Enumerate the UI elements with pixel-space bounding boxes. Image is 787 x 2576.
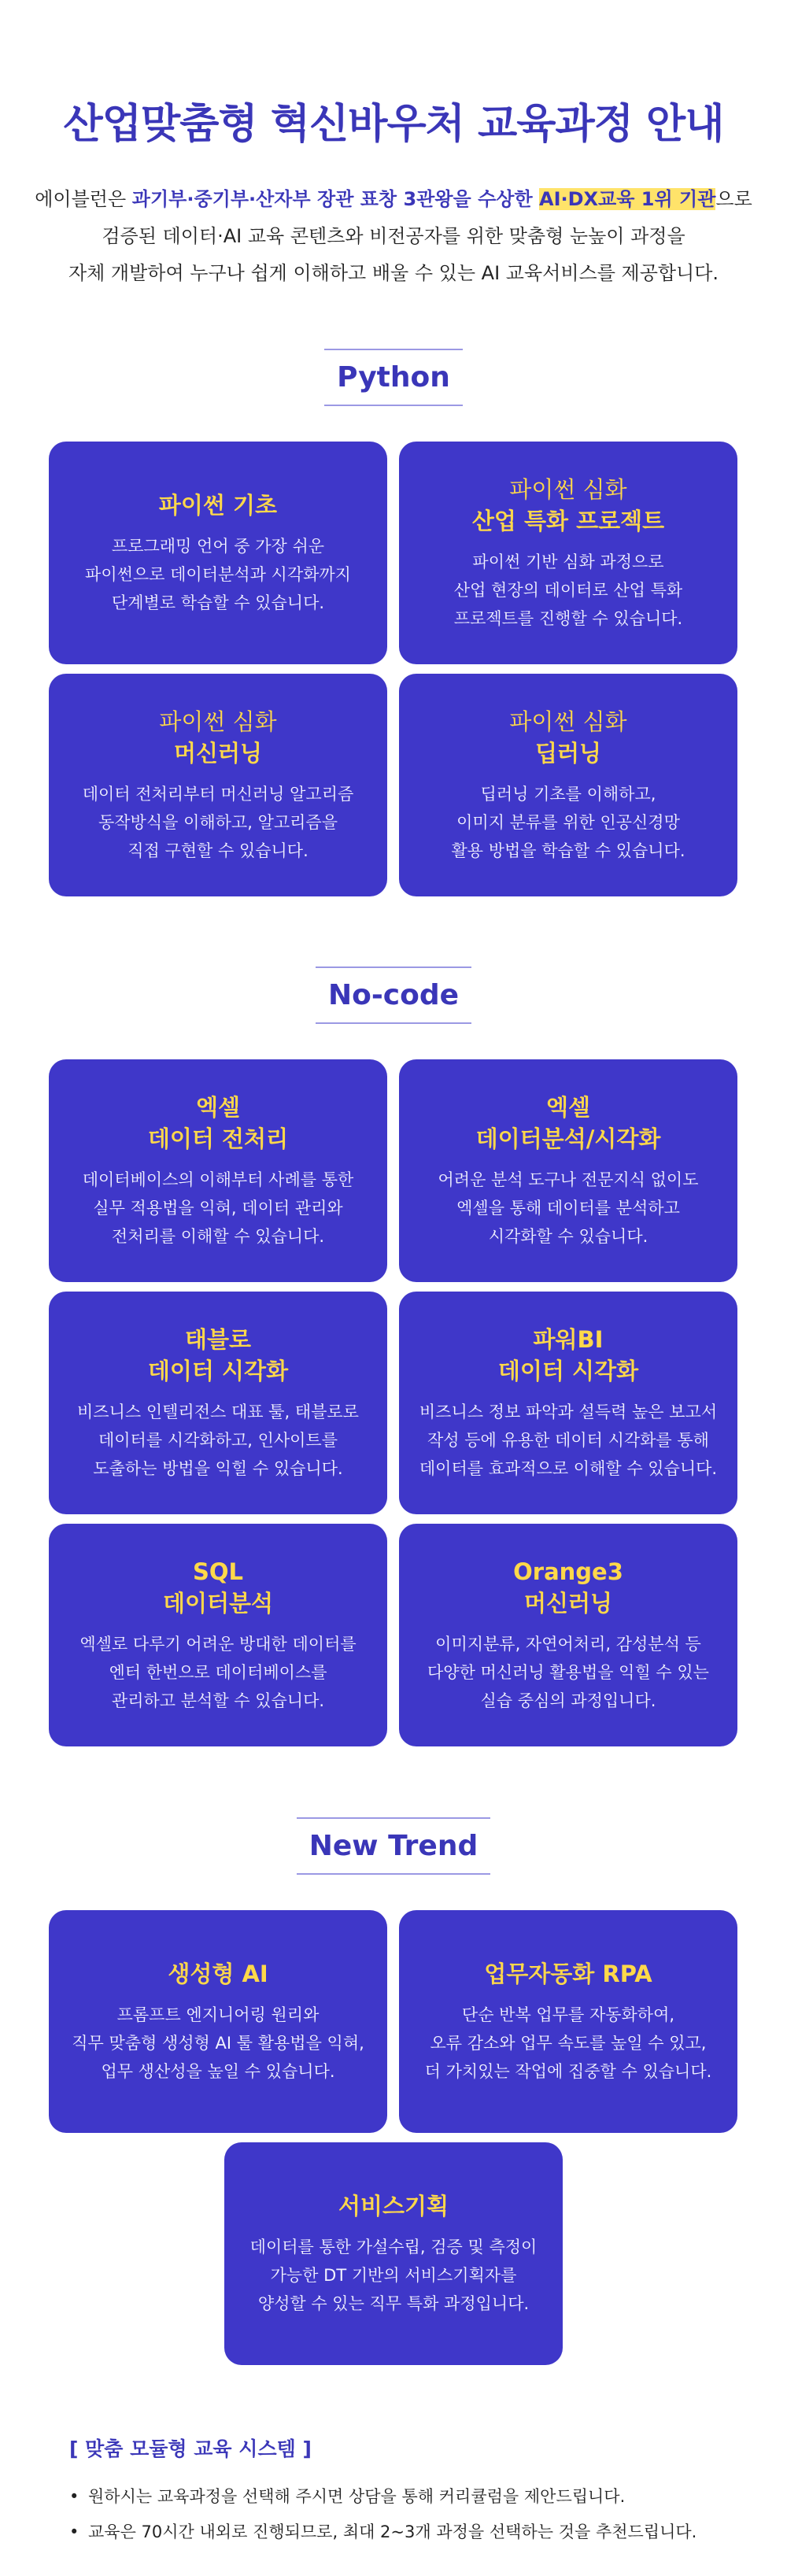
course-card-tableau[interactable] [49,1292,387,1514]
module-item: • 원하시는 교육과정을 선택해 주시면 상담을 통해 커리큘럼을 제안드립니다. [69,2479,696,2515]
card-title: Orange3 머신러닝 [513,1558,623,1617]
card-title: 파이썬 심화 딥러닝 [509,708,627,767]
course-card-excel-analysis[interactable] [399,1059,737,1282]
course-card-excel-preprocess[interactable] [49,1059,387,1282]
intro-line-2: 검증된 데이터·AI 교육 콘텐츠와 비전공자를 위한 맞춤형 눈높이 과정을 [102,225,685,247]
section-label-python: Python [324,349,463,406]
module-item: • 교육은 70시간 내외로 진행되므로, 최대 2~3개 과정을 선택하는 것을 추천드립니다. [69,2515,696,2550]
intro-text [0,181,787,292]
card-desc: 엑셀로 다루기 어려운 방대한 데이터를 엔터 한번으로 데이터베이스를 관리하고 분석할 수 있습니다. [79,1634,357,1710]
card-desc: 데이터를 통한 가설수립, 검증 및 측정이 가능한 DT 기반의 서비스기획자를 양성할 수 있는 직무 특화 과정입니다. [249,2237,538,2313]
card-desc: 딥러닝 기초를 이해하고, 이미지 분류를 위한 인공신경망 활용 방법을 학습할 수 있습니다. [451,784,685,860]
module-heading: [ 맞춤 모듈형 교육 시스템 ] [69,2437,312,2460]
card-desc: 파이썬 기반 심화 과정으로 산업 현장의 데이터로 산업 특화 프로젝트를 진행할 수 있습니다. [453,552,683,628]
course-card-orange3[interactable] [399,1524,737,1746]
card-desc: 데이터베이스의 이해부터 사례를 통한 실무 적용법을 익혀, 데이터 관리와 전처리를 이해할 수 있습니다. [82,1170,354,1246]
section-header-newtrend [0,1817,787,1875]
card-desc: 프로그래밍 언어 중 가장 쉬운 파이썬으로 데이터분석과 시각화까지 단계별로 학습할 수 있습니다. [85,536,351,612]
section-header-nocode [0,966,787,1024]
card-title: 업무자동화 RPA [484,1960,652,1987]
section-label-newtrend: New Trend [297,1817,491,1875]
intro-award-highlight: 과기부·중기부·산자부 장관 표창 3관왕을 수상한 [131,188,539,210]
card-title: 태블로 데이터 시각화 [147,1325,289,1384]
card-title: 엑셀 데이터분석/시각화 [475,1093,661,1152]
intro-line-1 [0,181,787,218]
course-card-python-ml[interactable] [49,674,387,896]
card-desc: 어려운 분석 도구나 전문지식 없이도 엑셀을 통해 데이터를 분석하고 시각화할 수 있습니다. [438,1170,699,1246]
card-desc: 데이터 전처리부터 머신러닝 알고리즘 동작방식을 이해하고, 알고리즘을 직접 구현할 수 있습니다. [82,784,354,860]
card-title: 엑셀 데이터 전처리 [147,1093,289,1152]
card-title: 서비스기획 [338,2192,449,2219]
card-title: 파이썬 기초 [158,491,278,519]
intro-prefix: 에이블런은 [35,188,132,210]
intro-suffix: 으로 [715,188,752,210]
card-title: 파이썬 심화 산업 특화 프로젝트 [471,475,665,534]
course-card-genai[interactable] [49,1910,387,2133]
card-desc: 이미지분류, 자연어처리, 감성분석 등 다양한 머신러닝 활용법을 익힐 수 있는 실습 중심의 과정입니다. [427,1634,709,1710]
course-card-rpa[interactable] [399,1910,737,2133]
module-system-note [69,2434,696,2550]
course-card-sql[interactable] [49,1524,387,1746]
section-header-python [0,349,787,406]
page-title: 산업맞춤형 혁신바우처 교육과정 안내 [63,101,724,148]
course-card-powerbi[interactable] [399,1292,737,1514]
card-desc: 프롬프트 엔지니어링 원리와 직무 맞춤형 생성형 AI 툴 활용법을 익혀, 업무 생산성을 높일 수 있습니다. [72,2005,364,2081]
card-title: 파워BI 데이터 시각화 [497,1325,639,1384]
course-card-service-planning[interactable] [224,2142,563,2365]
card-desc: 비즈니스 정보 파악과 설득력 높은 보고서 작성 등에 유용한 데이터 시각화를 통해 데이터를 효과적으로 이해할 수 있습니다. [419,1402,718,1478]
intro-rank-highlight: AI·DX교육 1위 기관 [539,188,716,210]
card-desc: 비즈니스 인텔리전스 대표 툴, 태블로로 데이터를 시각화하고, 인사이트를 도출하는 방법을 익힐 수 있습니다. [77,1402,359,1478]
course-card-python-dl[interactable] [399,674,737,896]
card-title: 생성형 AI [168,1960,268,1987]
card-title: 파이썬 심화 머신러닝 [159,708,277,767]
course-card-python-basic[interactable] [49,442,387,664]
card-title: SQL 데이터분석 [162,1558,274,1617]
intro-line-3: 자체 개발하여 누구나 쉽게 이해하고 배울 수 있는 AI 교육서비스를 제공합니다. [68,262,719,284]
card-desc: 단순 반복 업무를 자동화하여, 오류 감소와 업무 속도를 높일 수 있고, 더 가치있는 작업에 집중할 수 있습니다. [424,2005,712,2081]
section-label-nocode: No-code [316,966,471,1024]
course-card-python-industry[interactable] [399,442,737,664]
